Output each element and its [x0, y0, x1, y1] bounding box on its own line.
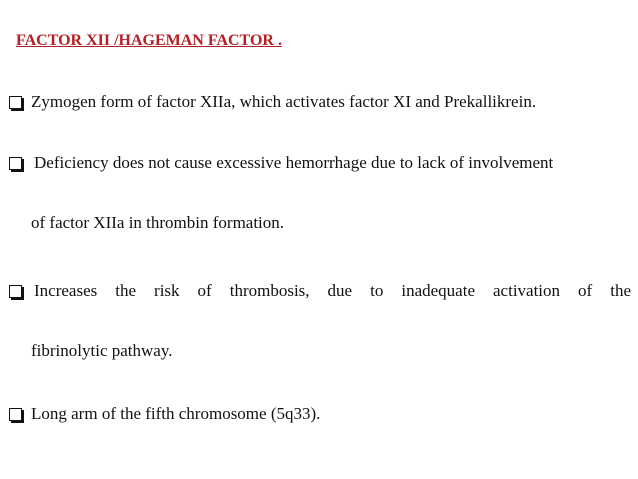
checkbox-bullet-icon — [9, 408, 22, 421]
bullet-continuation: of factor XIIa in thrombin formation. — [31, 213, 285, 232]
bullet-text: Zymogen form of factor XIIa, which activates factor XI and Prekallikrein. — [31, 92, 537, 111]
bullet-continuation: fibrinolytic pathway. — [31, 341, 173, 360]
checkbox-bullet-icon — [9, 285, 22, 298]
slide-title: FACTOR XII /HAGEMAN FACTOR . — [16, 32, 282, 49]
bullet-text: Increases the risk of thrombosis, due to inadequate activation of the — [34, 281, 631, 300]
bullet-text: Deficiency does not cause excessive hemorrhage due to lack of involvement — [34, 153, 554, 172]
bullet-text: Long arm of the fifth chromosome (5q33). — [31, 404, 321, 423]
checkbox-bullet-icon — [9, 157, 22, 170]
checkbox-bullet-icon — [9, 96, 22, 109]
